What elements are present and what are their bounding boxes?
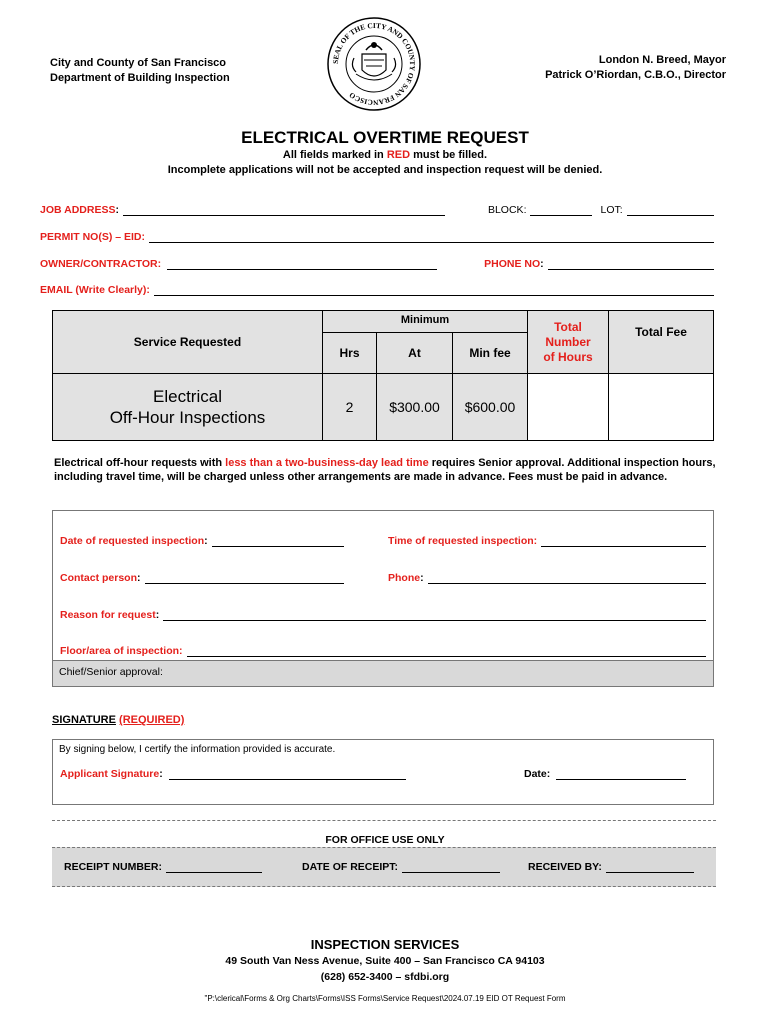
required-label: (REQUIRED) — [119, 714, 185, 726]
office-use-heading: FOR OFFICE USE ONLY — [325, 834, 445, 846]
applicant-signature-label: Applicant Signature — [60, 768, 160, 780]
department-header — [50, 56, 230, 86]
phone-no-label: PHONE NO — [484, 258, 541, 270]
receipt-number-field[interactable] — [166, 862, 262, 873]
approval-label: Chief/Senior approval: — [59, 666, 163, 678]
at-value: $300.00 — [377, 374, 453, 440]
fee-table — [52, 310, 714, 441]
svg-text:SEAL OF THE CITY AND COUNTY OF: SEAL OF THE CITY AND COUNTY OF SAN FRANCISCO — [330, 20, 418, 108]
director-label: Patrick O’Riordan, C.B.O., Director — [545, 69, 726, 81]
date-receipt-row — [302, 861, 500, 873]
date-inspection-field[interactable] — [212, 536, 344, 547]
email-field[interactable] — [154, 285, 714, 296]
hrs-header: Hrs — [323, 333, 377, 374]
service-electrical-cell: Electrical Off-Hour Inspections — [53, 374, 323, 440]
signature-date-field[interactable] — [556, 769, 686, 780]
applicant-signature-row: Applicant Signature : — [60, 768, 406, 780]
date-receipt-label: DATE OF RECEIPT: — [302, 861, 399, 873]
footer-contact: (628) 652-3400 – sfdbi.org — [320, 971, 450, 983]
reason-label: Reason for request — [60, 609, 156, 621]
lot-label: LOT: — [600, 204, 623, 216]
floor-row — [60, 645, 706, 657]
job-address-label: JOB ADDRESS — [40, 204, 116, 216]
at-header: At — [377, 333, 453, 374]
lot-field[interactable] — [627, 205, 714, 216]
approval-row[interactable] — [53, 660, 713, 686]
applicant-signature-field[interactable] — [169, 769, 406, 780]
owner-contractor-field[interactable] — [167, 259, 437, 270]
phone-no-field[interactable] — [548, 259, 714, 270]
form-title: ELECTRICAL OVERTIME REQUEST — [241, 128, 529, 147]
signature-date-label: Date: — [524, 768, 551, 780]
incomplete-warning: Incomplete applications will not be accepted and inspection request will be denied. — [167, 164, 603, 176]
owner-phone-row: OWNER/CONTRACTOR: PHONE NO : — [40, 258, 714, 270]
email-label: EMAIL (Write Clearly): — [40, 284, 150, 296]
time-row — [388, 535, 706, 547]
signature-date-row — [524, 768, 686, 780]
date-receipt-field[interactable] — [402, 862, 500, 873]
time-inspection-label: Time of requested inspection: — [388, 535, 538, 547]
file-path-note: "P:\clerical\Forms & Org Charts\Forms\ISS Forms\Service Request\2024.07.19 EID OT Request Form — [204, 994, 566, 1003]
minimum-header: Minimum — [323, 311, 528, 333]
total-hours-header: Total Number of Hours — [528, 311, 609, 374]
contact-person-label: Contact person — [60, 572, 138, 584]
contact-phone-field[interactable] — [428, 573, 706, 584]
lead-time-note: Electrical off-hour requests with less than a two-business-day lead time requires Senior approval. Additional inspection hours, including travel time, will be charged unless other arrangements are made in advance. Fees must be paid in advance. — [54, 457, 716, 483]
contact-person-field[interactable] — [145, 573, 344, 584]
phone-row: Phone : — [388, 572, 706, 584]
contact-phone-label: Phone — [388, 572, 421, 584]
reason-row: Reason for request : — [60, 609, 706, 621]
footer-title: INSPECTION SERVICES — [310, 937, 460, 952]
email-row — [40, 284, 714, 296]
permit-label: PERMIT NO(S) – EID: — [40, 231, 146, 243]
service-requested-header: Service Requested — [53, 311, 323, 374]
receipt-row — [64, 861, 262, 873]
job-address-field[interactable] — [123, 205, 445, 216]
reason-field[interactable] — [163, 610, 706, 621]
owner-contractor-label: OWNER/CONTRACTOR: — [40, 258, 162, 270]
total-fee-header: Total Fee — [609, 311, 713, 374]
permit-field[interactable] — [149, 232, 714, 243]
required-fields-note: All fields marked in RED must be filled. — [282, 149, 488, 161]
block-field[interactable] — [530, 205, 592, 216]
receipt-number-label: RECEIPT NUMBER: — [64, 861, 163, 873]
total-hours-field[interactable] — [528, 374, 609, 440]
block-label: BLOCK: — [487, 204, 527, 216]
city-county-label: City and County of San Francisco — [50, 57, 227, 69]
date-row: Date of requested inspection : — [60, 535, 344, 547]
time-inspection-field[interactable] — [541, 536, 706, 547]
footer-address: 49 South Van Ness Avenue, Suite 400 – San Francisco CA 94103 — [225, 955, 545, 967]
contact-row: Contact person : — [60, 572, 344, 584]
certify-statement: By signing below, I certify the information provided is accurate. — [59, 744, 336, 755]
divider-line — [52, 820, 716, 821]
hrs-value: 2 — [323, 374, 377, 440]
department-label: Department of Building Inspection — [50, 72, 230, 84]
signature-heading: SIGNATURE (REQUIRED) — [52, 714, 185, 726]
min-fee-value: $600.00 — [453, 374, 528, 440]
mayor-label: London N. Breed, Mayor — [598, 54, 726, 66]
job-address-row: JOB ADDRESS : BLOCK: LOT: — [40, 204, 714, 216]
received-by-field[interactable] — [606, 862, 694, 873]
floor-area-field[interactable] — [187, 646, 706, 657]
received-by-label: RECEIVED BY: — [528, 861, 602, 873]
permit-row — [40, 231, 714, 243]
officials-header — [545, 53, 726, 83]
date-inspection-label: Date of requested inspection — [60, 535, 205, 547]
city-seal-logo — [326, 16, 422, 112]
floor-area-label: Floor/area of inspection: — [60, 645, 183, 657]
min-fee-header: Min fee — [453, 333, 528, 374]
total-fee-field[interactable] — [609, 374, 713, 440]
received-by-row — [528, 861, 694, 873]
